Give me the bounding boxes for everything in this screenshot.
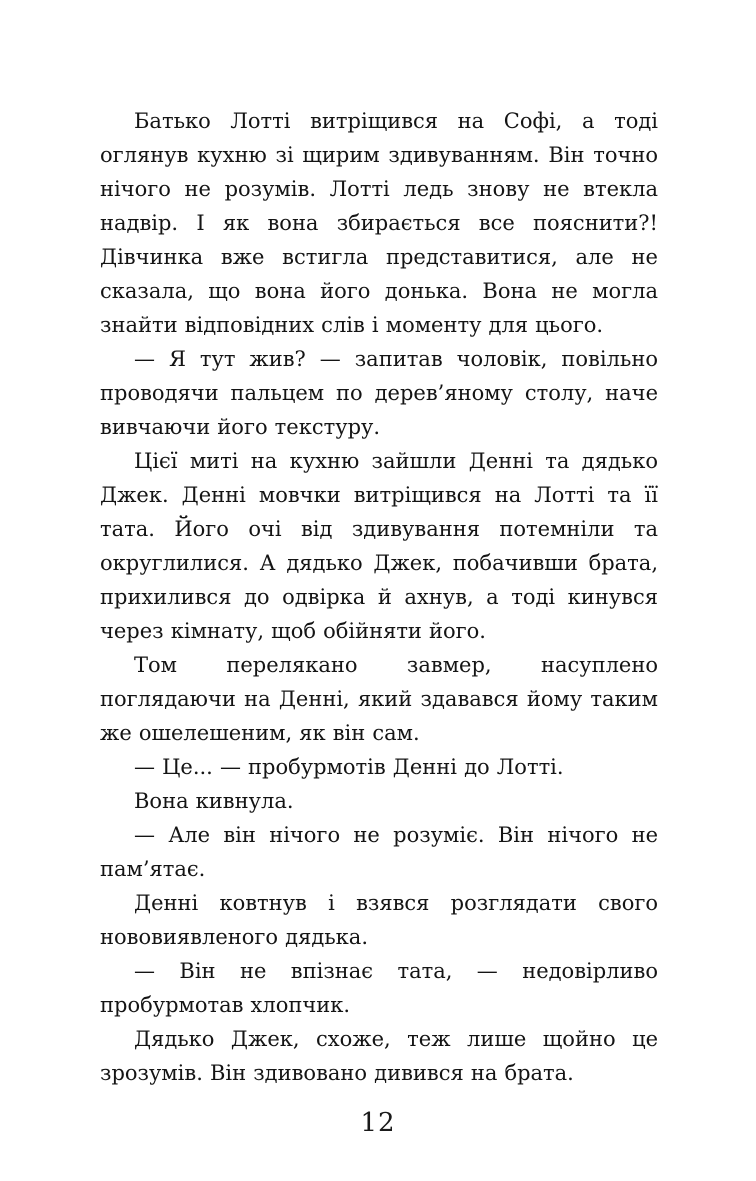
paragraph: Цієї миті на кухню зайшли Денні та дядько Джек. Денні мовчки витріщився на Лотті та її тата. Його очі від здивування потемніли та округлилися. А дядько Джек, побачивши брата, прихилився до одвірка й ахнув, а тоді кинувся через кімнату, щоб обійняти його. <box>100 449 658 643</box>
paragraph: Том перелякано завмер, насуплено поглядаючи на Денні, який здавався йому таким же ошелешеним, як він сам. <box>100 653 658 745</box>
paragraph: Дядько Джек, схоже, теж лише щойно це зрозумів. Він здивовано дивився на брата. <box>100 1027 658 1085</box>
paragraph: — Я тут жив? — запитав чоловік, повільно проводячи пальцем по дерев’яному столу, наче вивчаючи його текстуру. <box>100 347 658 439</box>
paragraph: Батько Лотті витріщився на Софі, а тоді оглянув кухню зі щирим здивуванням. Він точно нічого не розумів. Лотті ледь знову не втекла надвір. І як вона збирається все пояснити?! Дівчинка вже встигла представитися, але не сказала, що вона його донька. Вона не могла знайти відповідних слів і моменту для цього. <box>100 109 658 337</box>
paragraph: — Він не впізнає тата, — недовірливо пробурмотав хлопчик. <box>100 959 658 1017</box>
page-number: 12 <box>360 1108 396 1138</box>
page-text-block <box>100 104 658 1090</box>
paragraph: — Це... — пробурмотів Денні до Лотті. <box>134 755 564 779</box>
paragraph: — Але він нічого не розуміє. Він нічого не пам’ятає. <box>100 823 658 881</box>
paragraph: Денні ковтнув і взявся розглядати свого нововиявленого дядька. <box>100 891 658 949</box>
paragraph: Вона кивнула. <box>134 789 294 813</box>
